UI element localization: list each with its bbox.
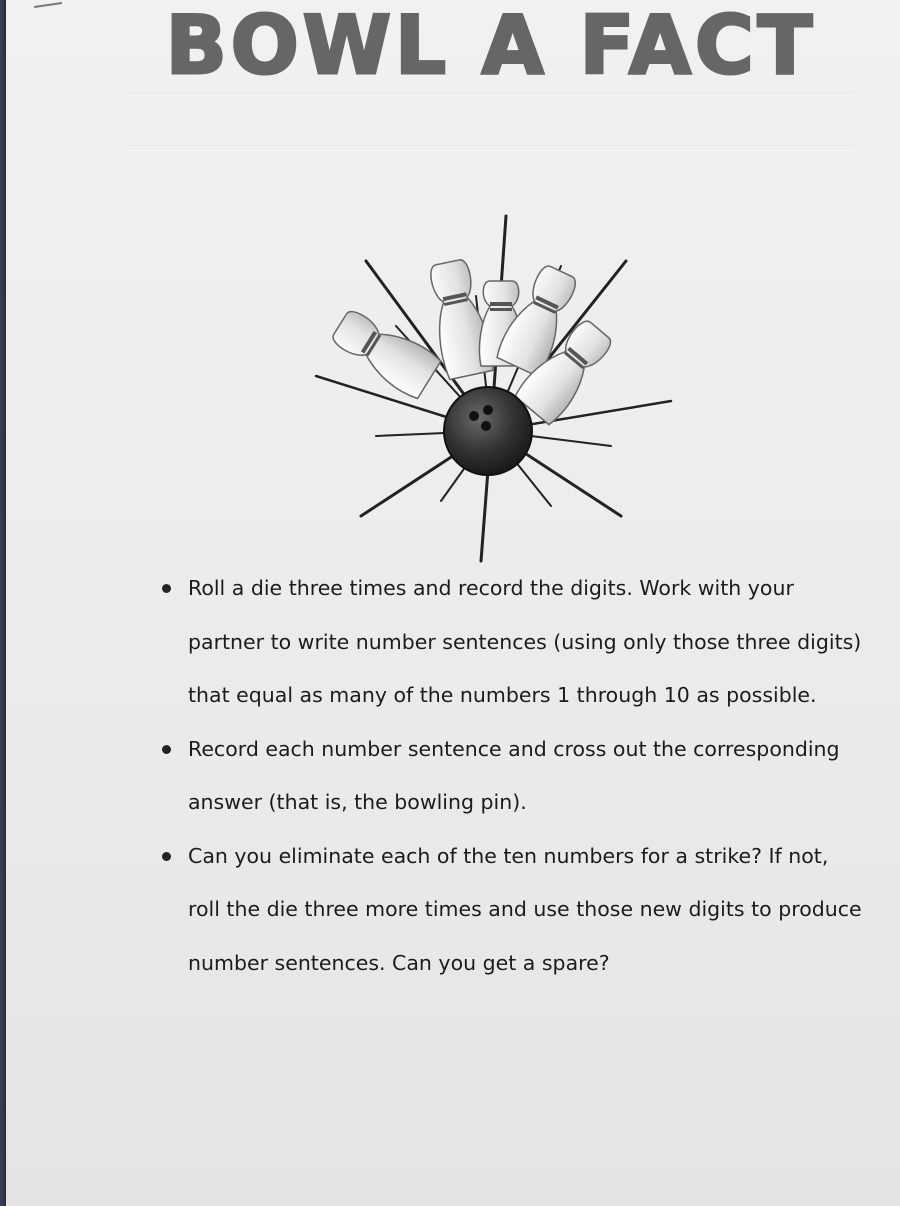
list-item <box>146 562 866 723</box>
page-title: BOWL A FACT <box>165 0 817 92</box>
worksheet-page <box>6 0 900 1206</box>
list-item <box>146 830 866 991</box>
bullet-icon <box>162 745 171 754</box>
instruction-text: Can you eliminate each of the ten numbers for a strike? If not, roll the die three more times and use those new digits to produce number sentences. Can you get a spare? <box>188 843 862 975</box>
bullet-icon <box>162 584 171 593</box>
instruction-list <box>146 562 866 990</box>
pencil-mark <box>34 2 62 8</box>
instruction-text: Record each number sentence and cross out the corresponding answer (that is, the bowling pin). <box>188 736 840 814</box>
list-item <box>146 723 866 830</box>
bullet-icon <box>162 852 171 861</box>
bowling-strike-icon <box>306 206 686 566</box>
faded-grid <box>124 92 854 146</box>
instruction-text: Roll a die three times and record the digits. Work with your partner to write number sentences (using only those three digits) that equal as many of the numbers 1 through 10 as possible. <box>188 576 862 707</box>
